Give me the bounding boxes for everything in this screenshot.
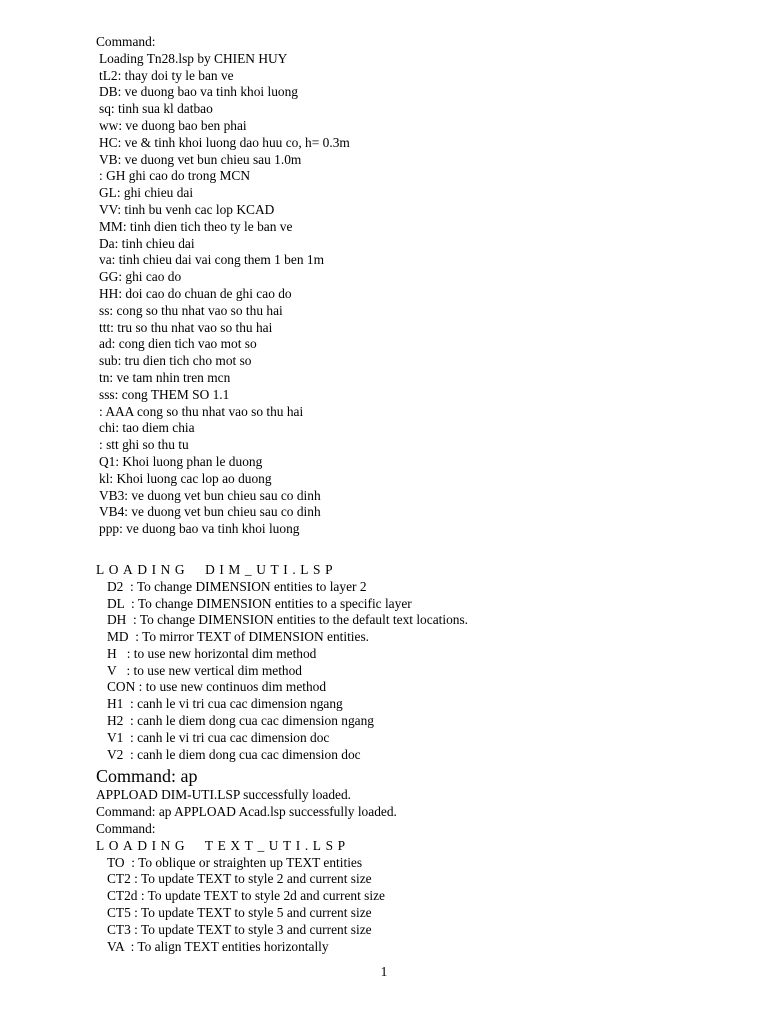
list-item: : AAA cong so thu nhat vao so thu hai bbox=[99, 403, 304, 419]
list-item: ww: ve duong bao ben phai bbox=[99, 117, 247, 133]
dim-uti-command-list bbox=[96, 579, 736, 764]
list-item: HH: doi cao do chuan de ghi cao do bbox=[99, 285, 292, 301]
list-item: ad: cong dien tich vao mot so bbox=[99, 336, 257, 352]
text-uti-heading: LOADING TEXT_UTI.LSP bbox=[96, 837, 350, 853]
blank-line bbox=[96, 538, 736, 556]
list-item: sss: cong THEM SO 1.1 bbox=[99, 386, 230, 402]
list-item: H2 : canh le diem dong cua cac dimension ngang bbox=[107, 713, 374, 729]
list-item: GG: ghi cao do bbox=[99, 269, 182, 285]
list-item: Q1: Khoi luong phan le duong bbox=[99, 453, 263, 469]
list-item: MM: tinh dien tich theo ty le ban ve bbox=[99, 218, 293, 234]
list-item: DB: ve duong bao va tinh khoi luong bbox=[99, 84, 298, 100]
list-item: sub: tru dien tich cho mot so bbox=[99, 353, 252, 369]
list-item: HC: ve & tinh khoi luong dao huu co, h= 0.3m bbox=[99, 134, 350, 150]
list-item: Da: tinh chieu dai bbox=[99, 235, 195, 251]
list-item: MD : To mirror TEXT of DIMENSION entities. bbox=[107, 629, 370, 645]
list-item: VB4: ve duong vet bun chieu sau co dinh bbox=[99, 504, 321, 520]
list-item: CT2 : To update TEXT to style 2 and current size bbox=[107, 871, 372, 887]
list-item: chi: tao diem chia bbox=[99, 420, 195, 436]
list-item: CON : to use new continuos dim method bbox=[107, 679, 327, 695]
list-item: tn: ve tam nhin tren mcn bbox=[99, 369, 231, 385]
list-item: kl: Khoi luong cac lop ao duong bbox=[99, 470, 272, 486]
list-item: APPLOAD DIM-UTI.LSP successfully loaded. bbox=[96, 787, 352, 803]
list-item: Loading Tn28.lsp by CHIEN HUY bbox=[99, 50, 288, 66]
list-item: va: tinh chieu dai vai cong them 1 ben 1m bbox=[99, 252, 324, 268]
list-item: sq: tinh sua kl datbao bbox=[99, 101, 213, 117]
list-item: VB3: ve duong vet bun chieu sau co dinh bbox=[99, 487, 321, 503]
list-item: ttt: tru so thu nhat vao so thu hai bbox=[99, 319, 273, 335]
list-item: H1 : canh le vi tri cua cac dimension ngang bbox=[107, 696, 343, 712]
list-item: V1 : canh le vi tri cua cac dimension doc bbox=[107, 729, 330, 745]
list-item: TO : To oblique or straighten up TEXT entities bbox=[107, 854, 363, 870]
list-item: V2 : canh le diem dong cua cac dimension doc bbox=[107, 746, 361, 762]
list-item: CT3 : To update TEXT to style 3 and current size bbox=[107, 921, 372, 937]
page-number: 1 bbox=[380, 964, 388, 979]
list-item: : GH ghi cao do trong MCN bbox=[99, 168, 251, 184]
document-page bbox=[96, 34, 736, 955]
tn28-command-list bbox=[96, 51, 736, 538]
text-uti-command-list bbox=[96, 855, 736, 956]
list-item: ss: cong so thu nhat vao so thu hai bbox=[99, 302, 283, 318]
list-item: DH : To change DIMENSION entities to the default text locations. bbox=[107, 612, 469, 628]
list-item: VV: tinh bu venh cac lop KCAD bbox=[99, 201, 275, 217]
list-item: H : to use new horizontal dim method bbox=[107, 645, 317, 661]
list-item: VB: ve duong vet bun chieu sau 1.0m bbox=[99, 151, 302, 167]
list-item: CT2d : To update TEXT to style 2d and current size bbox=[107, 888, 385, 904]
appload-messages bbox=[96, 787, 736, 837]
list-item: : stt ghi so thu tu bbox=[99, 437, 189, 453]
list-item: VA : To align TEXT entities horizontally bbox=[107, 938, 329, 954]
list-item: Command: ap APPLOAD Acad.lsp successfully loaded. bbox=[96, 804, 397, 820]
list-item: GL: ghi chieu dai bbox=[99, 185, 194, 201]
list-item: CT5 : To update TEXT to style 5 and current size bbox=[107, 905, 372, 921]
list-item: ppp: ve duong bao va tinh khoi luong bbox=[99, 521, 300, 537]
list-item: D2 : To change DIMENSION entities to layer 2 bbox=[107, 578, 367, 594]
command-prompt: Command: bbox=[96, 34, 156, 49]
list-item: DL : To change DIMENSION entities to a specific layer bbox=[107, 595, 412, 611]
list-item: tL2: thay doi ty le ban ve bbox=[99, 67, 234, 83]
command-ap-heading: Command: ap bbox=[96, 766, 198, 787]
list-item: V : to use new vertical dim method bbox=[107, 662, 302, 678]
dim-uti-heading: LOADING DIM_UTI.LSP bbox=[96, 561, 338, 577]
list-item: Command: bbox=[96, 821, 156, 837]
